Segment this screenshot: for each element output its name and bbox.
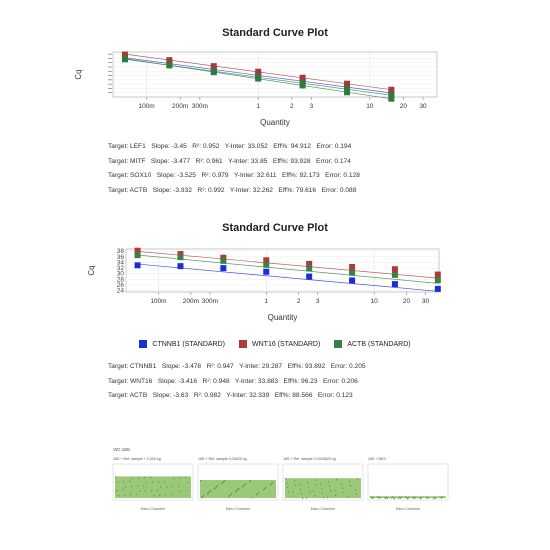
- y-tick-label: 24: [116, 287, 124, 295]
- panel-dot: [231, 493, 232, 494]
- panel-dot: [336, 479, 337, 480]
- point-actb: [166, 62, 172, 68]
- panel-dot: [180, 491, 181, 492]
- panel-dot: [435, 498, 436, 499]
- x-tick-label: 100m: [150, 298, 167, 305]
- y-tick-label: 36: [116, 253, 124, 261]
- panel-dot: [308, 486, 309, 487]
- panel-dot: [328, 481, 329, 482]
- point-actb: [306, 265, 312, 271]
- panel-dot: [178, 485, 179, 486]
- panel-dot: [166, 486, 167, 487]
- panel-dot: [159, 495, 160, 496]
- panel-dot: [408, 497, 409, 498]
- panel-dot: [136, 494, 137, 495]
- chart-2-stats: [108, 360, 366, 404]
- x-tick-label: 100m: [138, 103, 155, 110]
- panel-dot: [160, 487, 161, 488]
- panel-title: 18S + Ref. sample 0.0015625 ng: [283, 457, 336, 461]
- panel-dot: [115, 476, 116, 477]
- point-mitf: [344, 81, 350, 87]
- panel-dot: [442, 496, 443, 497]
- point-wnt16: [349, 264, 355, 270]
- y-tick-label: 26: [116, 281, 124, 289]
- x-tick-label: 2: [296, 298, 301, 305]
- y-tick-label: 38: [116, 248, 124, 256]
- panel-dot: [394, 498, 395, 499]
- stat-line-actb: Target: ACTB Slope: -3.932 R²: 0.992 Y-Inter: 32.262 Eff%: 79.616 Error: 0.088: [108, 186, 357, 194]
- point-ctnnb1: [135, 262, 141, 268]
- panel-dot: [265, 487, 266, 488]
- x-tick-label: 1: [264, 298, 269, 305]
- x-tick-label: 10: [370, 298, 378, 305]
- panel-dot: [373, 497, 374, 498]
- x-axis-label: Quantity: [260, 118, 290, 127]
- panel-dot: [287, 487, 288, 488]
- panel-dot: [150, 477, 151, 478]
- chart-2-legend: [0, 340, 550, 348]
- panel-dot: [329, 486, 330, 487]
- panel-dot: [322, 493, 323, 494]
- panel-dot: [299, 484, 300, 485]
- panel-dot: [309, 491, 310, 492]
- panel-dot: [301, 493, 302, 494]
- panel-dot: [158, 481, 159, 482]
- point-wnt16: [435, 272, 441, 278]
- x-axis-label: Quantity: [267, 313, 298, 322]
- panel-dot: [173, 478, 174, 479]
- panel-dot: [125, 486, 126, 487]
- y-axis-label: Cq: [87, 265, 96, 276]
- panel-dot: [334, 490, 335, 491]
- panel-dot: [286, 483, 287, 484]
- panel-dot: [355, 489, 356, 490]
- legend-item-actb: [334, 340, 410, 348]
- panel-dot: [224, 480, 225, 481]
- micro-chamber-panels: [0, 452, 550, 522]
- panel-dot: [146, 482, 147, 483]
- panel-dot: [314, 495, 315, 496]
- point-actb: [135, 252, 141, 258]
- y-tick-label: 32: [116, 265, 124, 273]
- x-tick-label: 30: [419, 103, 427, 110]
- point-actb: [344, 89, 350, 95]
- panel-dot: [164, 481, 165, 482]
- panel-fill: [115, 476, 191, 498]
- panel-dot: [200, 480, 201, 481]
- x-tick-label: 1: [256, 103, 261, 110]
- panel-dot: [131, 486, 132, 487]
- x-tick-label: 20: [402, 298, 411, 305]
- point-actb: [392, 272, 398, 278]
- panel-xlabel: Micro Chamber: [310, 507, 336, 511]
- panel-dot: [185, 477, 186, 478]
- point-ctnnb1: [177, 263, 183, 269]
- point-ctnnb1: [220, 265, 226, 271]
- point-actb: [220, 258, 226, 264]
- panel-dot: [144, 477, 145, 478]
- point-mitf: [300, 75, 306, 81]
- panel-dot: [350, 485, 351, 486]
- x-tick-label: 3: [309, 103, 314, 110]
- panel-dot: [132, 478, 133, 479]
- panel-dot: [118, 495, 119, 496]
- panel-dot: [293, 496, 294, 497]
- x-tick-label: 20: [399, 103, 408, 110]
- bottom-tag: VIC 18S: [113, 447, 130, 452]
- panel-dot: [288, 491, 289, 492]
- panel-dot: [272, 482, 273, 483]
- panel-dot: [217, 485, 218, 486]
- point-actb: [263, 262, 269, 268]
- panel-dot: [401, 497, 402, 498]
- panel-dot: [313, 491, 314, 492]
- panel-dot: [143, 485, 144, 486]
- point-ctnnb1: [392, 281, 398, 287]
- point-ctnnb1: [306, 274, 312, 280]
- panel-dot: [210, 490, 211, 491]
- panel-dot: [380, 497, 381, 498]
- panel-title: 18S + NEO: [368, 457, 387, 461]
- chart-1-title: Standard Curve Plot: [222, 27, 328, 39]
- panel-dot: [157, 490, 158, 491]
- panel-dot: [330, 490, 331, 491]
- point-actb: [177, 254, 183, 260]
- x-tick-label: 300m: [191, 103, 208, 110]
- panel-dot: [321, 488, 322, 489]
- point-ctnnb1: [435, 286, 441, 292]
- panel-dot: [245, 483, 246, 484]
- panel-dot: [116, 490, 117, 491]
- panel-dot: [294, 480, 295, 481]
- panel-dot: [151, 490, 152, 491]
- y-axis-label: Cq: [74, 69, 83, 80]
- panel-xlabel: Micro Chamber: [140, 507, 166, 511]
- legend-label: WNT16 (STANDARD): [252, 340, 321, 348]
- panel-dot: [285, 478, 286, 479]
- panel-dot: [316, 484, 317, 485]
- panel-dot: [315, 480, 316, 481]
- panel-dot: [124, 495, 125, 496]
- x-tick-label: 2: [289, 103, 294, 110]
- panel-dot: [203, 495, 204, 496]
- panel-dot: [123, 481, 124, 482]
- panel-dot: [421, 497, 422, 498]
- panel-dot: [137, 486, 138, 487]
- point-ctnnb1: [349, 277, 355, 283]
- stat-line-sox10: Target: SOX10 Slope: -3.525 R²: 0.979 Y-Inter: 32.611 Eff%: 92.173 Error: 0.128: [108, 172, 360, 179]
- legend-swatch: [334, 340, 342, 348]
- panel-frame: [368, 464, 448, 500]
- panel-title: 18S + Ref. sample + 0.025 ng: [113, 457, 161, 461]
- panel-dot: [356, 494, 357, 495]
- panel-dot: [343, 492, 344, 493]
- panel-dot: [171, 494, 172, 495]
- panel-dot: [250, 480, 251, 481]
- panel-dot: [186, 490, 187, 491]
- point-mitf: [166, 57, 172, 63]
- chart-2-title: Standard Curve Plot: [222, 222, 328, 234]
- panel-dot: [307, 482, 308, 483]
- point-actb: [211, 69, 217, 75]
- panel-dot: [139, 491, 140, 492]
- x-tick-label: 30: [421, 298, 430, 305]
- panel-dot: [117, 482, 118, 483]
- panel-dot: [357, 478, 358, 479]
- stat-line-mitf: Target: MITF Slope: -3.477 R²: 0.961 Y-Inter: 33.85 Eff%: 93.928 Error: 0.174: [108, 157, 351, 165]
- panel-xlabel: Micro Chamber: [225, 507, 251, 511]
- panel-dot: [327, 497, 328, 498]
- point-actb: [255, 76, 261, 82]
- panel-dot: [258, 492, 259, 493]
- legend-item-ctnnb1: [139, 340, 225, 348]
- x-tick-label: 10: [366, 103, 374, 110]
- panel-dot: [295, 485, 296, 486]
- y-tick-label: 34: [116, 259, 124, 267]
- panel-dot: [335, 494, 336, 495]
- panel-dot: [138, 477, 139, 478]
- panel-dot: [165, 494, 166, 495]
- legend-swatch: [139, 340, 147, 348]
- stat-line-actb: Target: ACTB Slope: -3.63 R²: 0.982 Y-Inter: 32.339 Eff%: 88.566 Error: 0.123: [108, 392, 353, 399]
- point-actb: [349, 270, 355, 276]
- point-mitf: [211, 63, 217, 69]
- x-tick-label: 3: [315, 298, 320, 305]
- legend-item-wnt16: [239, 340, 320, 348]
- panel-dot: [349, 481, 350, 482]
- panel-dot: [323, 497, 324, 498]
- point-mitf: [255, 69, 261, 75]
- panel-title: 18S + Ref. sample 0.00625 ng: [198, 457, 247, 461]
- panel-dot: [306, 497, 307, 498]
- x-tick-label: 300m: [201, 298, 219, 305]
- point-wnt16: [392, 266, 398, 272]
- panel-dot: [341, 483, 342, 484]
- legend-swatch: [239, 340, 247, 348]
- panel-dot: [153, 495, 154, 496]
- panel-dot: [342, 488, 343, 489]
- panel-dot: [187, 482, 188, 483]
- panel-dot: [251, 497, 252, 498]
- panel-xlabel: Micro Chamber: [395, 507, 421, 511]
- panel-dot: [428, 497, 429, 498]
- panel-dot: [300, 489, 301, 490]
- y-tick-label: 28: [116, 276, 124, 284]
- point-actb: [388, 96, 394, 102]
- y-tick-label: 30: [116, 270, 124, 278]
- panel-dot: [172, 486, 173, 487]
- legend-label: CTNNB1 (STANDARD): [152, 340, 225, 348]
- panel-dot: [129, 481, 130, 482]
- panel-dot: [348, 496, 349, 497]
- panel-dot: [320, 484, 321, 485]
- point-mitf: [388, 87, 394, 93]
- panel-dot: [122, 489, 123, 490]
- stat-line-lef1: Target: LEF1 Slope: -3.45 R²: 0.952 Y-Inter: 33.052 Eff%: 94.912 Error: 0.194: [108, 143, 352, 150]
- point-actb: [300, 82, 306, 88]
- panel-dot: [238, 488, 239, 489]
- panel-dot: [152, 482, 153, 483]
- panel-dot: [387, 498, 388, 499]
- stat-line-wnt16: Target: WNT16 Slope: -3.416 R²: 0.948 Y-Inter: 33.883 Eff%: 96.23 Error: 0.206: [108, 377, 358, 385]
- panel-dot: [130, 494, 131, 495]
- panel-dot: [415, 497, 416, 498]
- panel-dot: [145, 490, 146, 491]
- x-tick-label: 200m: [172, 103, 189, 110]
- point-ctnnb1: [263, 269, 269, 275]
- chart-1-stats: [108, 140, 360, 198]
- panel-dot: [292, 491, 293, 492]
- point-actb: [435, 277, 441, 283]
- standard-curve-chart-2: [0, 237, 550, 337]
- stat-line-ctnnb1: Target: CTNNB1 Slope: -3.478 R²: 0.947 Y-Inter: 29.287 Eff%: 93.892 Error: 0.205: [108, 363, 366, 370]
- panel-dot: [302, 498, 303, 499]
- point-actb: [122, 56, 128, 62]
- panel-dot: [179, 477, 180, 478]
- x-tick-label: 200m: [182, 298, 200, 305]
- legend-label: ACTB (STANDARD): [347, 340, 411, 348]
